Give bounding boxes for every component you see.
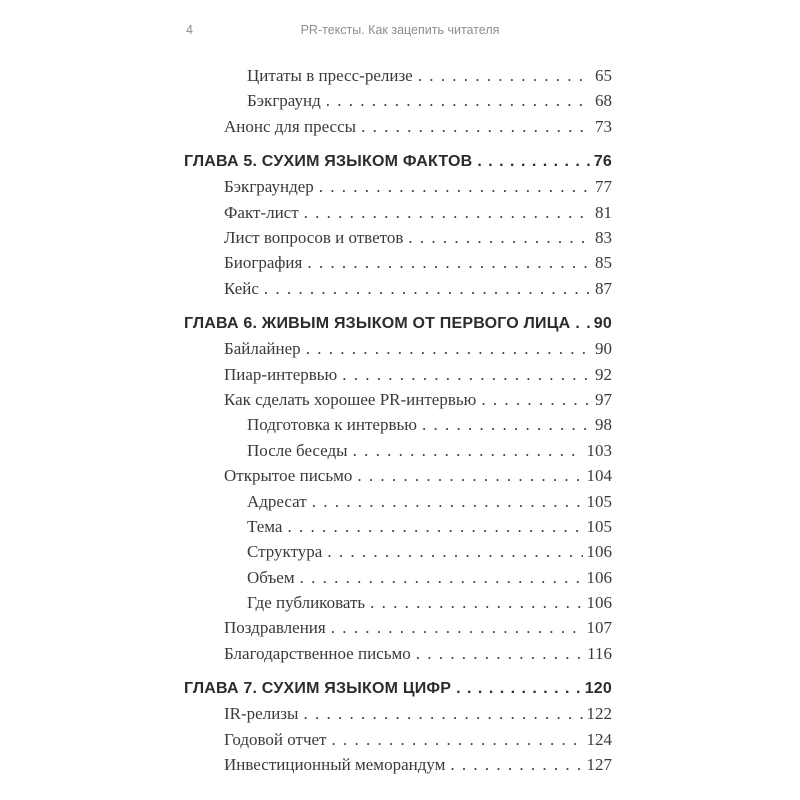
toc-entry <box>184 752 612 777</box>
toc-chapter-entry <box>184 311 612 336</box>
toc-entry <box>184 362 612 387</box>
dot-leader <box>331 615 583 640</box>
toc-entry <box>184 701 612 726</box>
toc-chapter-entry <box>184 676 612 701</box>
toc-entry-label: Бэкграунд <box>247 91 321 111</box>
toc-entry-page: 104 <box>586 466 612 486</box>
toc-entry <box>184 590 612 615</box>
toc-entry-page: 73 <box>595 116 612 136</box>
toc-entry <box>184 88 612 113</box>
toc-entry-page: 92 <box>595 364 612 384</box>
toc-entry <box>184 727 612 752</box>
toc-entry-label: Цитаты в пресс-релизе <box>247 66 413 85</box>
toc-entry <box>184 489 612 514</box>
toc-entry-page: 106 <box>586 592 612 612</box>
dot-leader <box>264 276 591 301</box>
toc-entry <box>184 336 612 361</box>
toc-entry-page: 105 <box>586 516 612 536</box>
dot-leader <box>477 149 589 174</box>
toc-entry <box>184 463 612 488</box>
toc-entry-page: 98 <box>595 415 612 435</box>
dot-leader <box>326 88 591 113</box>
toc-entry-label: Структура <box>247 542 323 562</box>
toc-entry <box>184 225 612 250</box>
table-of-contents <box>184 63 612 777</box>
dot-leader <box>307 250 591 275</box>
toc-entry-page: 68 <box>595 91 612 111</box>
toc-entry <box>184 387 612 412</box>
toc-entry-label: После беседы <box>247 440 348 460</box>
toc-entry-page: 83 <box>595 228 612 248</box>
toc-entry-label: Открытое письмо <box>224 466 353 486</box>
toc-entry <box>184 200 612 225</box>
dot-leader <box>319 174 591 199</box>
page-number: 4 <box>186 23 193 37</box>
dot-leader <box>422 412 591 437</box>
dot-leader <box>304 200 591 225</box>
toc-entry-label: Анонс для прессы <box>224 116 357 136</box>
toc-entry-label: ГЛАВА 5. СУХИМ ЯЗЫКОМ ФАКТОВ <box>184 153 473 171</box>
dot-leader <box>408 225 591 250</box>
toc-entry-page: 90 <box>595 339 612 359</box>
toc-entry-label: Лист вопросов и ответов <box>224 228 404 248</box>
toc-entry <box>184 276 612 301</box>
toc-entry-label: Инвестиционный меморандум <box>224 754 446 774</box>
toc-entry-page: 87 <box>595 278 612 298</box>
toc-entry-page: 106 <box>586 542 612 562</box>
toc-entry-label: Пиар-интервью <box>224 364 338 384</box>
toc-entry-label: Кейс <box>224 278 259 298</box>
toc-entry-page: 120 <box>584 679 612 697</box>
toc-entry-page: 105 <box>586 491 612 511</box>
toc-entry-label: Подготовка к интервью <box>247 415 417 435</box>
toc-entry-page: 122 <box>586 704 612 724</box>
toc-entry-page: 124 <box>586 729 612 749</box>
dot-leader <box>306 336 591 361</box>
toc-entry-label: Где публиковать <box>247 592 366 612</box>
toc-entry-label: Благодарственное письмо <box>224 643 411 663</box>
toc-entry-label: IR-релизы <box>224 704 299 724</box>
dot-leader <box>416 641 583 666</box>
toc-entry <box>184 114 612 139</box>
toc-entry-page: 107 <box>586 618 612 638</box>
toc-entry <box>184 250 612 275</box>
toc-entry-page: 127 <box>586 754 612 774</box>
toc-entry <box>184 565 612 590</box>
toc-entry-page: 97 <box>595 390 612 410</box>
toc-entry <box>184 63 612 88</box>
toc-entry <box>184 438 612 463</box>
toc-entry-label: Объем <box>247 567 295 587</box>
dot-leader <box>575 311 589 336</box>
dot-leader <box>450 752 582 777</box>
dot-leader <box>342 362 591 387</box>
toc-entry-page: 77 <box>595 177 612 197</box>
toc-entry-page: 103 <box>586 440 612 460</box>
dot-leader <box>418 63 591 88</box>
dot-leader <box>300 565 583 590</box>
toc-entry-page: 85 <box>595 253 612 273</box>
toc-entry-label: Факт-лист <box>224 202 299 222</box>
toc-entry-label: ГЛАВА 7. СУХИМ ЯЗЫКОМ ЦИФР <box>184 679 452 697</box>
toc-entry-label: Тема <box>247 516 283 536</box>
toc-entry-page: 81 <box>595 202 612 222</box>
toc-entry <box>184 641 612 666</box>
dot-leader <box>331 727 582 752</box>
toc-entry-label: ГЛАВА 6. ЖИВЫМ ЯЗЫКОМ ОТ ПЕРВОГО ЛИЦА <box>184 315 571 333</box>
toc-entry-page: 65 <box>595 66 612 85</box>
toc-entry-label: Адресат <box>247 491 307 511</box>
toc-entry-page: 76 <box>593 153 612 171</box>
toc-entry <box>184 615 612 640</box>
toc-entry <box>184 539 612 564</box>
toc-entry-page: 106 <box>586 567 612 587</box>
dot-leader <box>353 438 583 463</box>
running-title: PR-тексты. Как зацепить читателя <box>300 23 500 37</box>
toc-entry-page: 116 <box>587 643 612 663</box>
dot-leader <box>327 539 582 564</box>
toc-entry-label: Байлайнер <box>224 339 301 359</box>
page-header <box>0 23 800 41</box>
dot-leader <box>481 387 591 412</box>
dot-leader <box>361 114 591 139</box>
toc-entry-page: 90 <box>593 315 612 333</box>
dot-leader <box>303 701 582 726</box>
toc-entry-label: Годовой отчет <box>224 729 327 749</box>
dot-leader <box>287 514 582 539</box>
toc-entry <box>184 174 612 199</box>
dot-leader <box>370 590 582 615</box>
toc-entry-label: Поздравления <box>224 618 326 638</box>
dot-leader <box>357 463 582 488</box>
toc-entry-label: Как сделать хорошее PR-интервью <box>224 390 477 410</box>
toc-entry-label: Биография <box>224 253 303 273</box>
toc-entry <box>184 514 612 539</box>
dot-leader <box>456 676 581 701</box>
toc-entry <box>184 412 612 437</box>
dot-leader <box>312 489 583 514</box>
toc-chapter-entry <box>184 149 612 174</box>
toc-entry-label: Бэкграундер <box>224 177 314 197</box>
